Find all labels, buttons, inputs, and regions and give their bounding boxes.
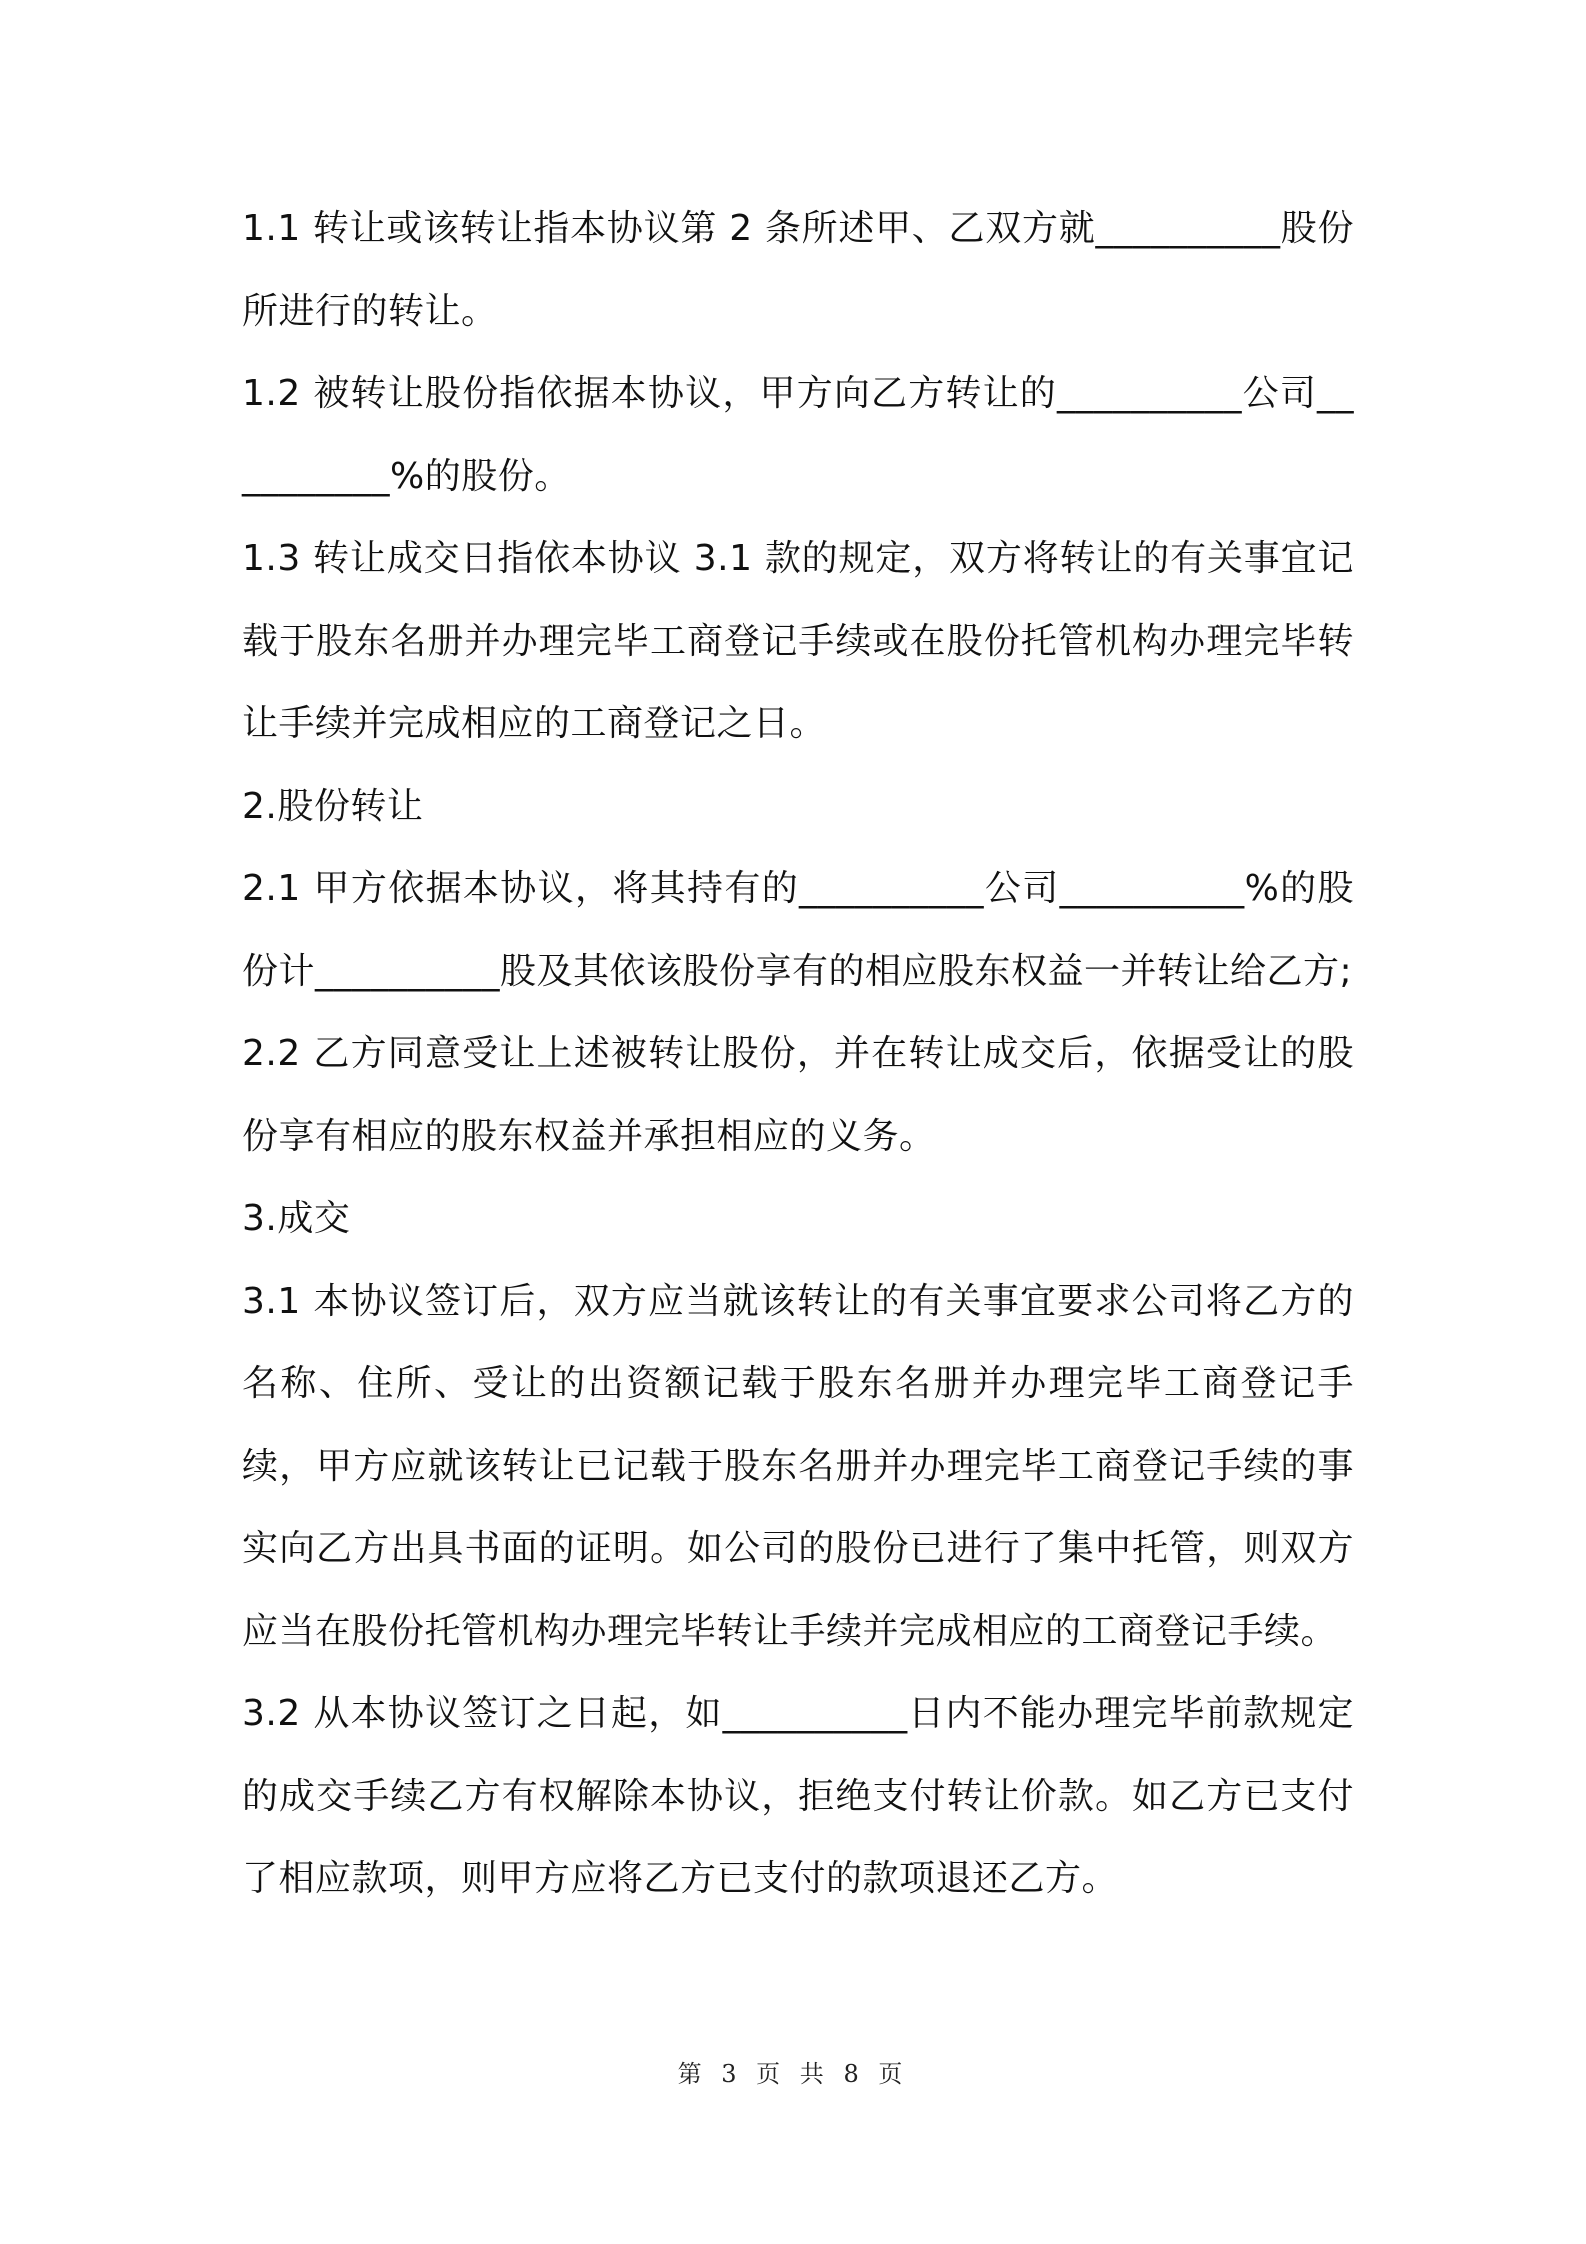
clause-1-3: 1.3 转让成交日指依本协议 3.1 款的规定，双方将转让的有关事宜记载于股东名册并办理完毕工商登记手续或在股份托管机构办理完毕转让手续并完成相应的工商登记之日。 (242, 538, 1354, 744)
clause-2-1: 2.1 甲方依据本协议，将其持有的__________公司__________%的股份计__________股及其依该股份享有的相应股东权益一并转让给乙方; (242, 868, 1354, 992)
document-body (242, 188, 1354, 1921)
page-number-footer: 第 3 页 共 8 页 (677, 2060, 909, 2088)
clause-1-2: 1.2 被转让股份指依据本协议，甲方向乙方转让的__________公司__________%的股份。 (242, 373, 1354, 497)
section-heading-closing: 3.成交 (242, 1198, 351, 1239)
section-heading-share-transfer: 2.股份转让 (242, 785, 424, 827)
clause-3-2: 3.2 从本协议签订之日起，如__________日内不能办理完毕前款规定的成交手续乙方有权解除本协议，拒绝支付转让价款。如乙方已支付了相应款项，则甲方应将乙方已支付的款项退还乙方。 (242, 1693, 1354, 1899)
clause-1-1: 1.1 转让或该转让指本协议第 2 条所述甲、乙双方就__________股份所进行的转让。 (242, 208, 1354, 332)
clause-3-1: 3.1 本协议签订后，双方应当就该转让的有关事宜要求公司将乙方的名称、住所、受让的出资额记载于股东名册并办理完毕工商登记手续，甲方应就该转让已记载于股东名册并办理完毕工商登记手续的事实向乙方出具书面的证明。如公司的股份已进行了集中托管，则双方应当在股份托管机构办理完毕转让手续并完成相应的工商登记手续。 (242, 1280, 1354, 1652)
clause-2-2: 2.2 乙方同意受让上述被转让股份，并在转让成交后，依据受让的股份享有相应的股东权益并承担相应的义务。 (242, 1033, 1354, 1157)
